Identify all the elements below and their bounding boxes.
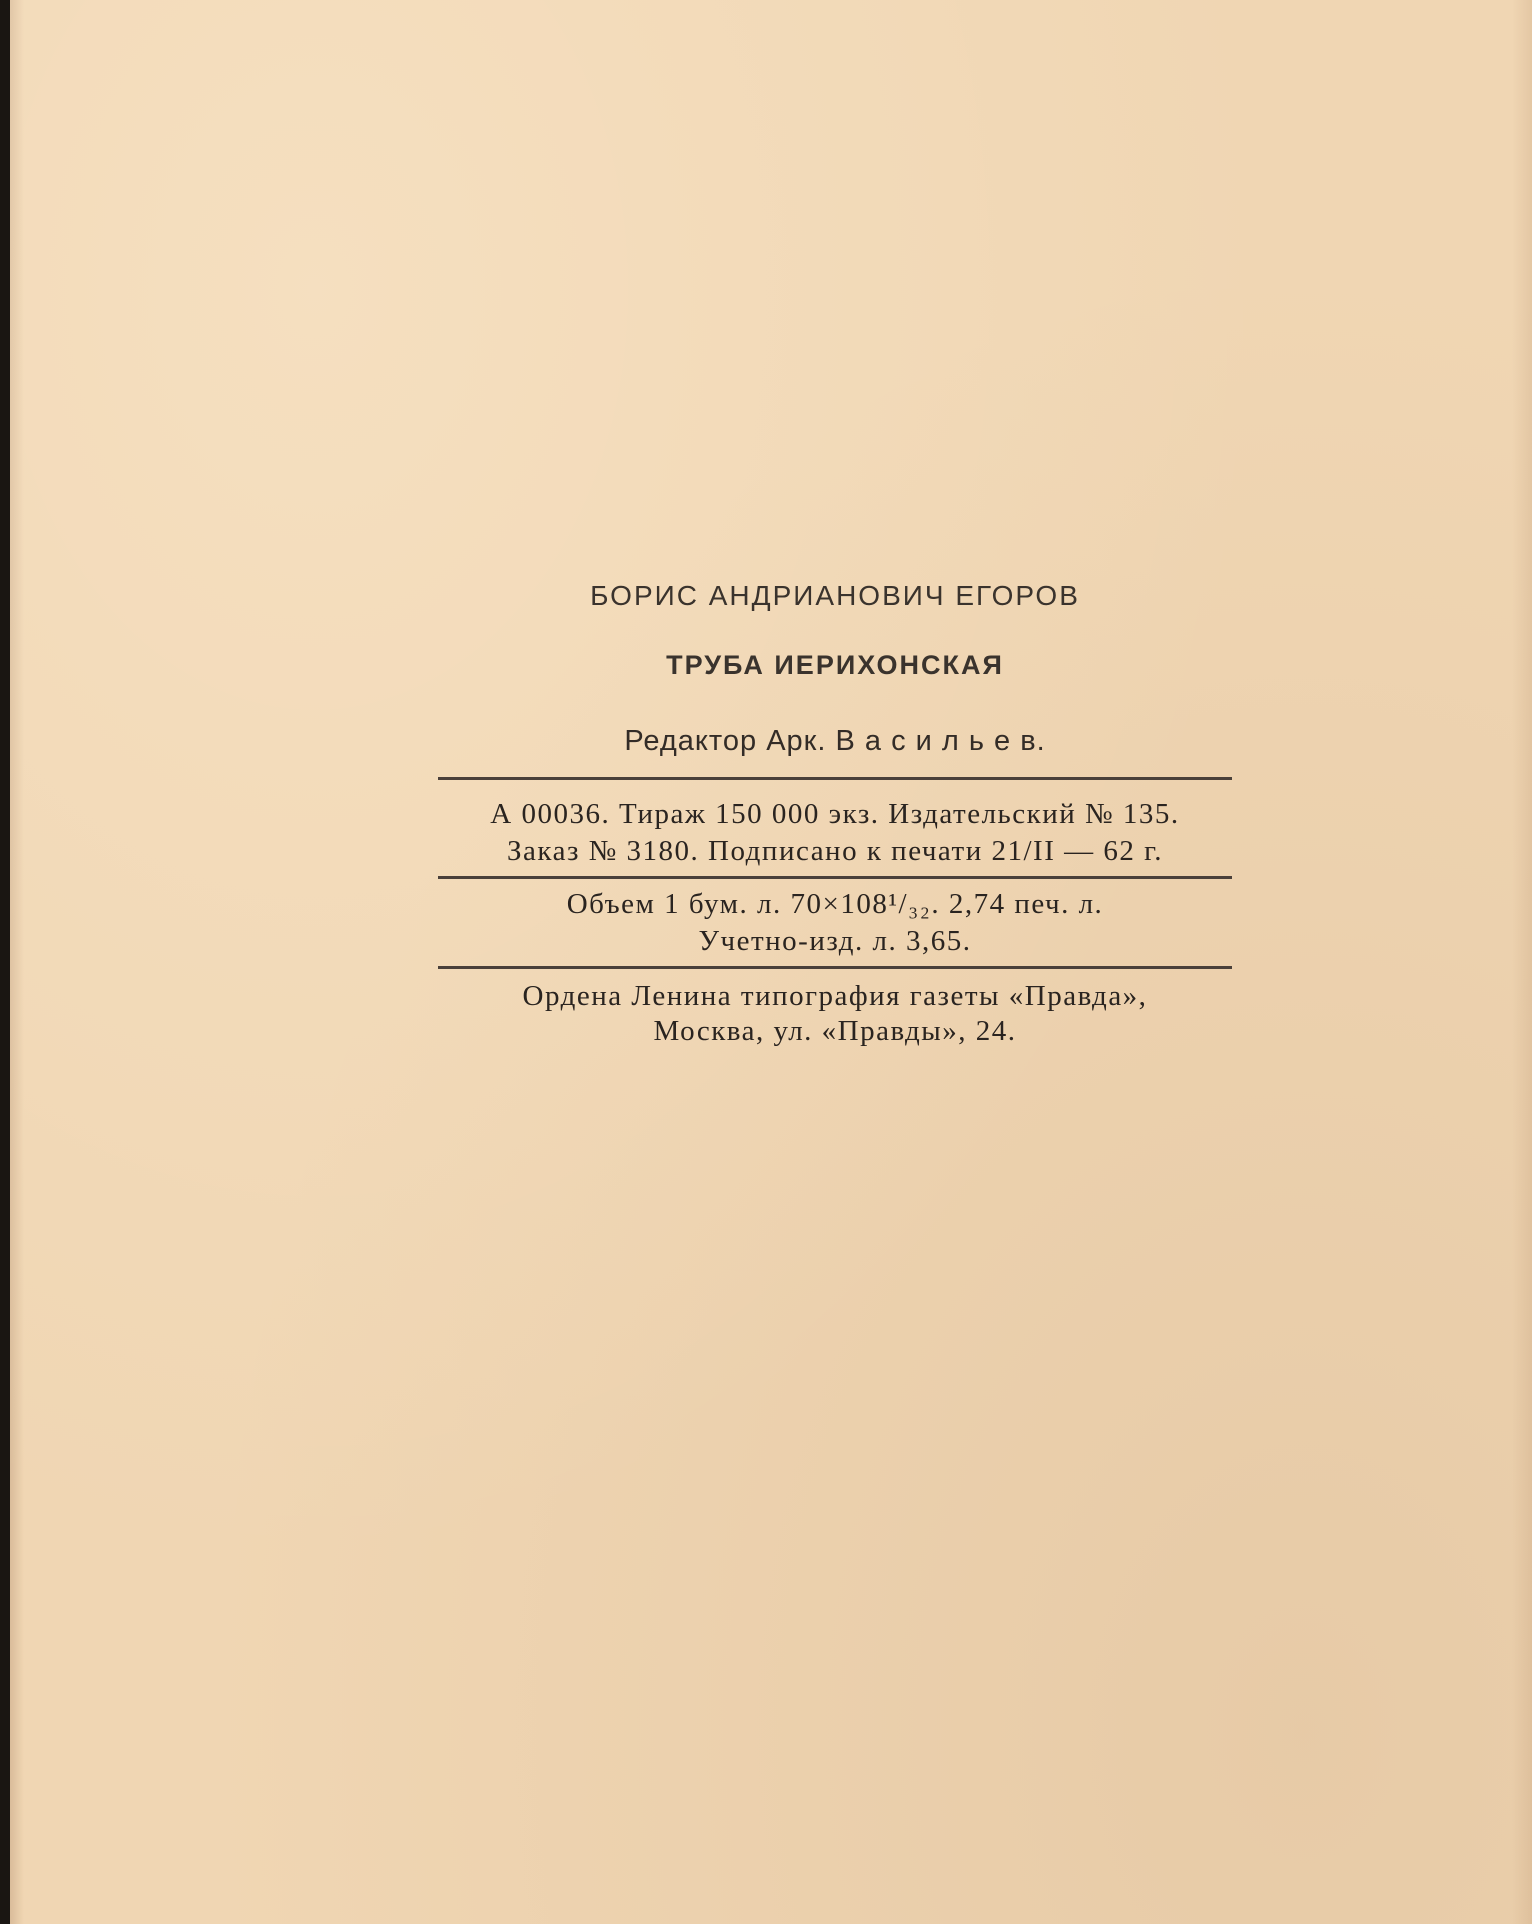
author-name: БОРИС АНДРИАНОВИЧ ЕГОРОВ: [590, 580, 1080, 611]
editor-credit: Редактор Арк. В а с и л ь е в.: [624, 725, 1046, 757]
publication-details-line: А 00036. Тираж 150 000 экз. Издательский № 135.: [490, 798, 1180, 830]
divider-rule: [438, 777, 1232, 780]
printer-address-line: Москва, ул. «Правды», 24.: [653, 1015, 1017, 1047]
divider-rule: [438, 966, 1232, 969]
accounting-volume-line: Учетно-изд. л. 3,65.: [698, 925, 972, 957]
order-details-line: Заказ № 3180. Подписано к печати 21/II — 62 г.: [507, 835, 1163, 867]
volume-details-line: Объем 1 бум. л. 70×108¹/₃₂. 2,74 печ. л.: [566, 888, 1104, 920]
book-title: ТРУБА ИЕРИХОНСКАЯ: [666, 650, 1004, 680]
divider-rule: [438, 876, 1232, 879]
printer-name-line: Ордена Ленина типография газеты «Правда»,: [522, 980, 1148, 1012]
book-page: [10, 0, 1532, 1924]
